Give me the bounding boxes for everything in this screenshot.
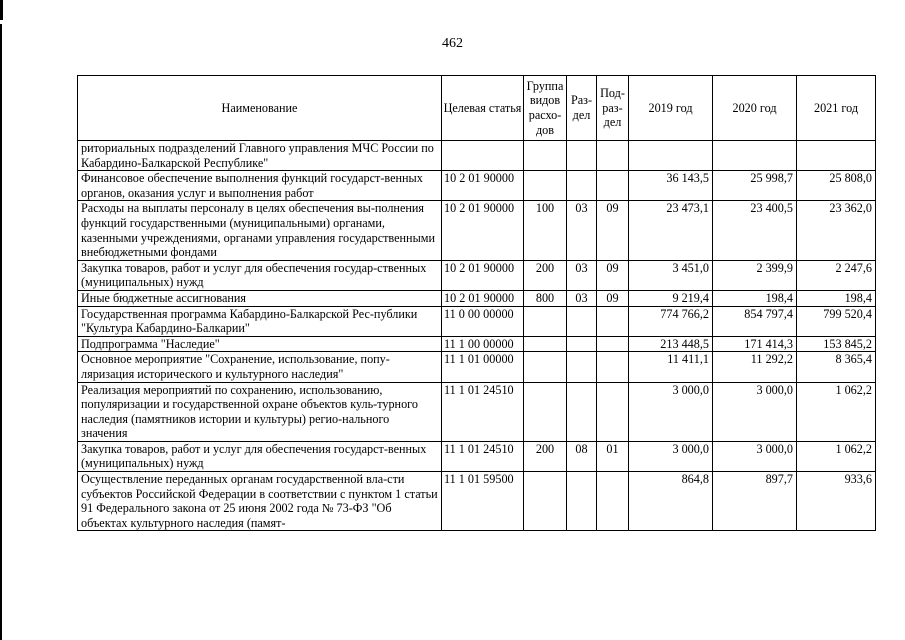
header-2021: 2021 год (797, 76, 876, 141)
table-row (78, 171, 876, 201)
cell-name: Расходы на выплаты персоналу в целях обеспечения вы-полнения функций государственными (муниципальными) органами, казенными учреждениями, органами управления государственными внебюджетными фондами (78, 201, 442, 260)
cell-2020: 854 797,4 (713, 306, 797, 336)
cell-2020: 3 000,0 (713, 441, 797, 471)
cell-2019: 36 143,5 (629, 171, 713, 201)
header-target-article: Целевая статья (442, 76, 524, 141)
cell-target-article: 11 1 01 24510 (442, 382, 524, 441)
cell-subsection (597, 472, 629, 531)
cell-2019: 9 219,4 (629, 290, 713, 306)
cell-expense-group (524, 382, 567, 441)
page-number: 462 (442, 36, 463, 51)
table-row (78, 441, 876, 471)
cell-target-article: 11 1 00 00000 (442, 336, 524, 352)
cell-2020: 171 414,3 (713, 336, 797, 352)
cell-2021: 1 062,2 (797, 382, 876, 441)
cell-expense-group (524, 141, 567, 171)
cell-2021: 2 247,6 (797, 260, 876, 290)
cell-2019: 3 000,0 (629, 441, 713, 471)
cell-expense-group (524, 352, 567, 382)
header-2019: 2019 год (629, 76, 713, 141)
cell-2021: 23 362,0 (797, 201, 876, 260)
table-row (78, 472, 876, 531)
table-row (78, 382, 876, 441)
cell-2020: 25 998,7 (713, 171, 797, 201)
header-section: Раз-дел (567, 76, 597, 141)
cell-section (567, 472, 597, 531)
cell-target-article: 11 0 00 00000 (442, 306, 524, 336)
cell-name: Финансовое обеспечение выполнения функций государст-венных органов, оказания услуг и выполнения работ (78, 171, 442, 201)
cell-2019 (629, 141, 713, 171)
cell-name: Закупка товаров, работ и услуг для обеспечения государ-ственных (муниципальных) нужд (78, 260, 442, 290)
cell-2019: 864,8 (629, 472, 713, 531)
header-subsection: Под-раз-дел (597, 76, 629, 141)
cell-2019: 3 000,0 (629, 382, 713, 441)
scan-edge-mark (0, 0, 3, 20)
cell-section (567, 306, 597, 336)
cell-2021: 799 520,4 (797, 306, 876, 336)
cell-subsection: 09 (597, 260, 629, 290)
cell-name: Иные бюджетные ассигнования (78, 290, 442, 306)
cell-target-article: 10 2 01 90000 (442, 290, 524, 306)
cell-section (567, 171, 597, 201)
scan-edge-line (0, 24, 2, 640)
cell-target-article (442, 141, 524, 171)
cell-2019: 11 411,1 (629, 352, 713, 382)
table-row (78, 336, 876, 352)
cell-subsection: 09 (597, 201, 629, 260)
table-row (78, 290, 876, 306)
cell-2021: 25 808,0 (797, 171, 876, 201)
cell-target-article: 10 2 01 90000 (442, 260, 524, 290)
cell-2021: 153 845,2 (797, 336, 876, 352)
budget-table (77, 75, 876, 531)
cell-2021: 1 062,2 (797, 441, 876, 471)
cell-section (567, 336, 597, 352)
cell-target-article: 10 2 01 90000 (442, 201, 524, 260)
cell-2021: 933,6 (797, 472, 876, 531)
cell-expense-group: 200 (524, 441, 567, 471)
cell-target-article: 11 1 01 59500 (442, 472, 524, 531)
cell-section: 03 (567, 290, 597, 306)
cell-subsection (597, 336, 629, 352)
table-row (78, 352, 876, 382)
cell-expense-group (524, 336, 567, 352)
cell-subsection (597, 382, 629, 441)
cell-section (567, 141, 597, 171)
cell-2021 (797, 141, 876, 171)
cell-target-article: 11 1 01 24510 (442, 441, 524, 471)
header-2020: 2020 год (713, 76, 797, 141)
cell-2020 (713, 141, 797, 171)
header-name: Наименование (78, 76, 442, 141)
cell-2019: 3 451,0 (629, 260, 713, 290)
table-row (78, 141, 876, 171)
cell-2019: 213 448,5 (629, 336, 713, 352)
cell-2021: 8 365,4 (797, 352, 876, 382)
cell-subsection: 09 (597, 290, 629, 306)
cell-2020: 3 000,0 (713, 382, 797, 441)
cell-2020: 198,4 (713, 290, 797, 306)
cell-2020: 897,7 (713, 472, 797, 531)
cell-expense-group: 800 (524, 290, 567, 306)
header-expense-group: Группа видов расхо-дов (524, 76, 567, 141)
cell-expense-group (524, 472, 567, 531)
cell-2019: 774 766,2 (629, 306, 713, 336)
cell-2021: 198,4 (797, 290, 876, 306)
cell-name: риториальных подразделений Главного управления МЧС России по Кабардино-Балкарской Республике" (78, 141, 442, 171)
cell-expense-group: 100 (524, 201, 567, 260)
cell-subsection (597, 306, 629, 336)
cell-expense-group (524, 306, 567, 336)
cell-2020: 23 400,5 (713, 201, 797, 260)
cell-section (567, 352, 597, 382)
table-row (78, 201, 876, 260)
cell-expense-group: 200 (524, 260, 567, 290)
table-row (78, 306, 876, 336)
cell-target-article: 11 1 01 00000 (442, 352, 524, 382)
cell-subsection (597, 352, 629, 382)
table-row (78, 260, 876, 290)
cell-name: Закупка товаров, работ и услуг для обеспечения государст-венных (муниципальных) нужд (78, 441, 442, 471)
cell-name: Реализация мероприятий по сохранению, использованию, популяризации и государственной охране объектов куль-турного наследия (памятников истории и культуры) регио-нального значения (78, 382, 442, 441)
table-header-row (78, 76, 876, 141)
cell-section: 03 (567, 260, 597, 290)
cell-name: Подпрограмма "Наследие" (78, 336, 442, 352)
cell-subsection (597, 171, 629, 201)
cell-2019: 23 473,1 (629, 201, 713, 260)
cell-subsection (597, 141, 629, 171)
cell-section: 03 (567, 201, 597, 260)
cell-target-article: 10 2 01 90000 (442, 171, 524, 201)
cell-2020: 2 399,9 (713, 260, 797, 290)
cell-2020: 11 292,2 (713, 352, 797, 382)
cell-section (567, 382, 597, 441)
cell-name: Осуществление переданных органам государственной вла-сти субъектов Российской Федерации в соответствии с пунктом 1 статьи 91 Федерального закона от 25 июня 2002 года № 73-ФЗ "Об объектах культурного наследия (памят- (78, 472, 442, 531)
cell-subsection: 01 (597, 441, 629, 471)
cell-name: Основное мероприятие "Сохранение, использование, попу-ляризация исторического и культурного наследия" (78, 352, 442, 382)
cell-section: 08 (567, 441, 597, 471)
cell-name: Государственная программа Кабардино-Балкарской Рес-публики "Культура Кабардино-Балкарии" (78, 306, 442, 336)
cell-expense-group (524, 171, 567, 201)
